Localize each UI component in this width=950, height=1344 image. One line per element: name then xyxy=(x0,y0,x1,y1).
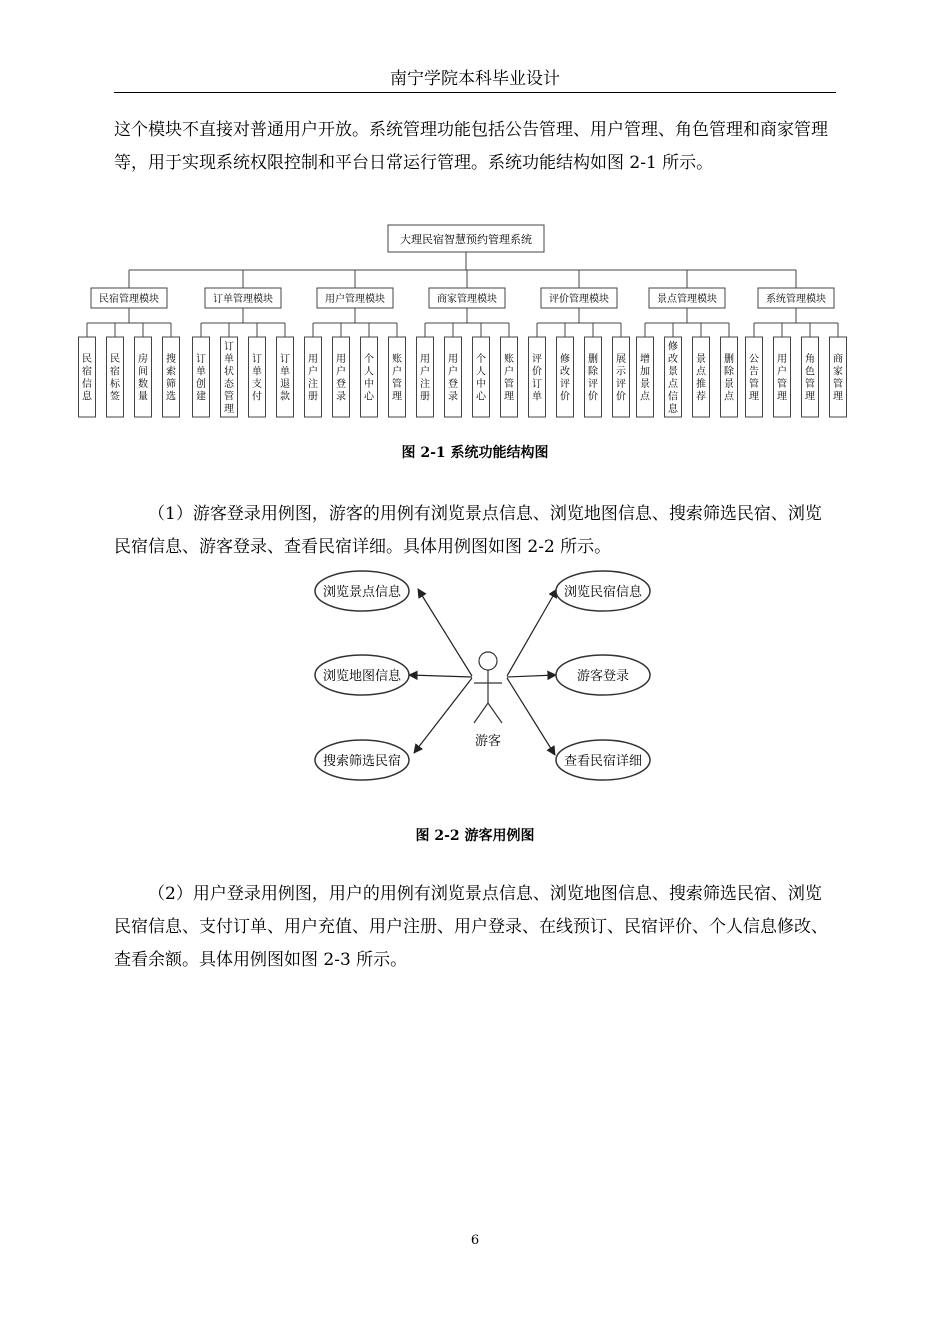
association-arrow xyxy=(507,678,555,755)
function-label: 订单状态管理 xyxy=(224,341,234,415)
module-label: 系统管理模块 xyxy=(766,294,826,305)
function-label: 用户管理 xyxy=(777,354,787,403)
function-label: 民宿信息 xyxy=(82,354,92,403)
figure-2-caption: 图 2-2 游客用例图 xyxy=(415,828,535,844)
use-case-label: 浏览景点信息 xyxy=(322,585,402,600)
module-label: 商家管理模块 xyxy=(437,294,497,305)
function-label: 修改景点信息 xyxy=(668,341,678,415)
use-case-label: 浏览地图信息 xyxy=(322,669,402,684)
paragraph-2: （1）游客登录用例图，游客的用例有浏览景点信息、浏览地图信息、搜索筛选民宿、浏览民宿信息、游客登录、查看民宿详细。具体用例图如图 2-2 所示。 xyxy=(114,504,822,557)
association-arrow xyxy=(507,675,556,677)
function-label: 订单创建 xyxy=(196,354,206,403)
function-label: 民宿标签 xyxy=(110,354,120,403)
association-arrow xyxy=(414,678,472,753)
function-label: 个人中心 xyxy=(364,354,374,403)
function-label: 评价订单 xyxy=(532,354,542,403)
module-label: 景点管理模块 xyxy=(657,294,717,305)
association-arrow xyxy=(418,589,472,676)
function-label: 角色管理 xyxy=(805,354,815,403)
use-case-label: 浏览民宿信息 xyxy=(563,585,643,600)
figure-1-caption: 图 2-1 系统功能结构图 xyxy=(401,445,549,461)
function-label: 账户管理 xyxy=(504,354,514,403)
function-label: 搜索筛选 xyxy=(166,354,176,403)
association-arrow xyxy=(409,675,472,677)
use-case-label: 游客登录 xyxy=(576,669,630,684)
function-label: 删除评价 xyxy=(588,354,598,403)
function-label: 景点推荐 xyxy=(696,354,706,403)
system-structure-diagram xyxy=(60,218,890,423)
function-label: 增加景点 xyxy=(640,354,650,403)
function-label: 展示评价 xyxy=(616,354,626,403)
actor-leg xyxy=(474,703,488,723)
module-label: 评价管理模块 xyxy=(549,294,609,305)
function-label: 用户注册 xyxy=(420,354,430,403)
page-number: 6 xyxy=(470,1233,480,1248)
module-label: 订单管理模块 xyxy=(213,294,273,305)
actor-label: 游客 xyxy=(474,734,502,749)
function-label: 修改评价 xyxy=(560,354,570,403)
root-label: 大理民宿智慧预约管理系统 xyxy=(400,233,532,246)
use-case-label: 搜索筛选民宿 xyxy=(322,754,402,769)
actor-head xyxy=(479,652,497,670)
module-label: 用户管理模块 xyxy=(325,294,385,305)
function-label: 商家管理 xyxy=(833,354,843,403)
visitor-use-case-diagram xyxy=(300,565,660,785)
function-label: 房间数量 xyxy=(138,354,148,403)
function-label: 用户登录 xyxy=(448,354,458,403)
use-case-label: 查看民宿详细 xyxy=(563,754,643,769)
function-label: 用户登录 xyxy=(336,354,346,403)
association-arrow xyxy=(507,589,557,676)
function-label: 订单退款 xyxy=(280,354,290,403)
paragraph-3: （2）用户登录用例图，用户的用例有浏览景点信息、浏览地图信息、搜索筛选民宿、浏览民宿信息、支付订单、用户充值、用户注册、用户登录、在线预订、民宿评价、个人信息修改、查看余额。具体用例图如图 2-3 所示。 xyxy=(114,884,828,970)
function-label: 删除景点 xyxy=(724,354,734,403)
paragraph-1: 这个模块不直接对普通用户开放。系统管理功能包括公告管理、用户管理、角色管理和商家管理等，用于实现系统权限控制和平台日常运行管理。系统功能结构如图 2-1 所示。 xyxy=(114,120,828,173)
function-label: 公告管理 xyxy=(749,354,759,403)
function-label: 订单支付 xyxy=(252,354,262,403)
function-label: 个人中心 xyxy=(476,354,486,403)
function-label: 用户注册 xyxy=(308,354,318,403)
module-label: 民宿管理模块 xyxy=(99,294,159,305)
page-header: 南宁学院本科毕业设计 xyxy=(114,66,836,93)
actor-leg xyxy=(488,703,502,723)
function-label: 账户管理 xyxy=(392,354,402,403)
